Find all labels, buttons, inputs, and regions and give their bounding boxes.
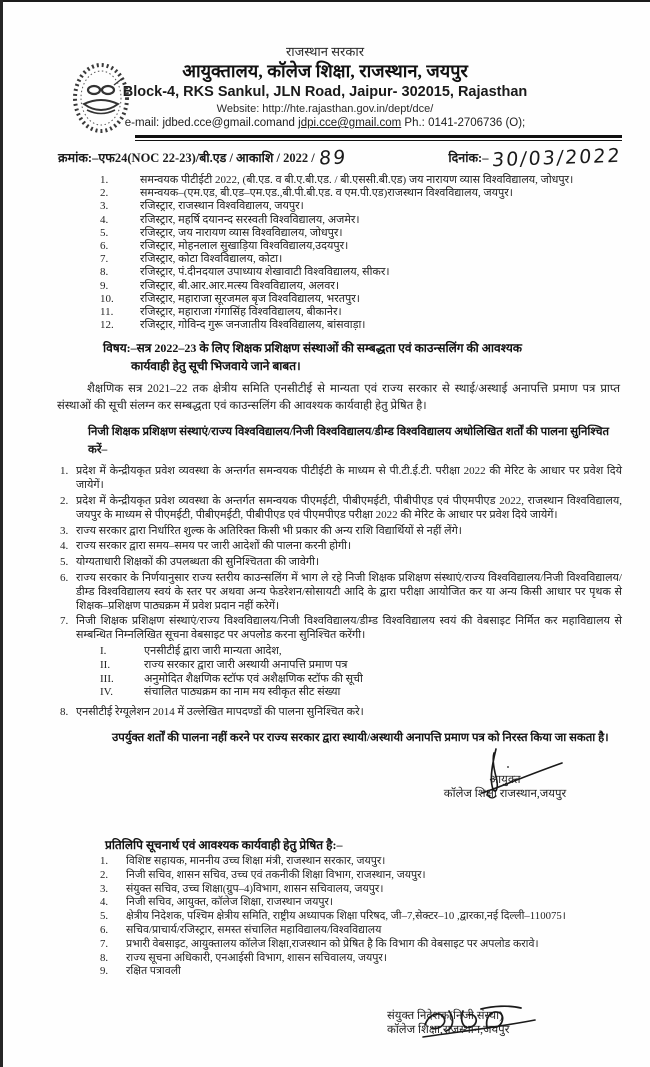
reference-number-label: क्रमांक:–एफ24(NOC 22-23)/बी.एड / आकाशि / 2022 /: [58, 151, 315, 165]
condition-number: 6.: [60, 572, 69, 585]
copy-number: 1.: [100, 854, 109, 867]
condition-text: राज्य सरकार के निर्णयानुसार राज्य स्तरीय काउन्सलिंग में भाग ले रहे निजी शिक्षक प्रशिक्षण संस्थाएं/राज्य विश्वविद्यालय/निजी विश्वविद्यालय/डीम्ड विश्वविद्यालय स्वयं के स्तर पर अथवा अन्य फेडरेशन/सोसायटी आदि के द्वारा परीक्षा आयोजित कर या अन्य किसी आधार पर पृथक से शिक्षक–प्रशिक्षण पाठ्यक्रम में प्रवेश प्रदान नहीं करेगें।: [76, 572, 622, 612]
addressee-text: समन्वयक–(एम.एड, बी.एड–एम.एड.,बी.पी.बी.एड. व एम.पी.एड)राजस्थान विश्वविद्यालय, जयपुर।: [140, 187, 513, 200]
copy-number: 3.: [100, 882, 109, 895]
condition-text: प्रदेश में केन्द्रीयकृत प्रवेश व्यवस्था के अन्तर्गत समन्वयक पीटीईटी के माध्यम से पी.टी.ई.टी. परीक्षा 2022 की मेरिट के आधार पर प्रवेश दिये जायेगें।: [76, 465, 622, 492]
condition-row: [60, 540, 622, 554]
copy-row: [100, 965, 644, 979]
condition-row: [60, 615, 622, 643]
addressee-number: 5.: [100, 226, 109, 239]
condition-number: 7.: [60, 615, 69, 628]
addressee-text: समन्वयक पीटीईटी 2022, (बी.एड. व बी.ए.बी.एड. / बी.एससी.बी.एड) जय नारायण व्यास विश्वविद्यालय, जोधपुर।: [140, 174, 574, 186]
addressee-row: [100, 174, 640, 187]
copy-text: क्षेत्रीय निदेशक, पश्चिम क्षेत्रीय समिति, राष्ट्रीय अध्यापक शिक्षा परिषद, जी–7,सेक्टर–10 ,द्वारका,नई दिल्ली–110075।: [126, 910, 566, 923]
addressee-list: [100, 174, 640, 332]
condition-text: निजी शिक्षक प्रशिक्षण संस्थाएं/राज्य विश्वविद्यालय/निजी विश्वविद्यालय/डीम्ड विश्वविद्यालय स्वयं की वेबसाइट निर्मित कर महाविद्यालय से सम्बन्धित निम्नलिखित सूचना वेबसाइट पर अपलोड करना सुनिश्चित करेंगी।: [76, 615, 622, 642]
signatory-org: कॉलेज शिक्षा राजस्थान,जयपुर: [443, 787, 567, 800]
condition-row: [60, 556, 622, 570]
copy-row: [100, 883, 644, 897]
addressee-text: रजिस्ट्रार, बी.आर.आर.मत्स्य विश्वविद्यालय, अलवर।: [140, 279, 340, 292]
letter-date: [448, 144, 623, 172]
conditions-intro: निजी शिक्षक प्रशिक्षण संस्थाएं/राज्य विश्वविद्यालय/निजी विश्वविद्यालय/डीम्ड विश्वविद्यालय अधोलिखित शर्तों की पालना सुनिश्चित करें–: [88, 426, 610, 456]
email-prefix: e-mail: jdbed.cce@gmail.comand: [124, 117, 299, 129]
copy-text: रक्षित पत्रावली: [126, 965, 181, 978]
joint-director-signature-block: [387, 1009, 602, 1067]
condition-text: राज्य सरकार द्वारा निर्धारित शुल्क के अतिरिक्त किसी भी प्रकार की अन्य राशि विद्यार्थियों से नहीं लेंगे।: [76, 524, 462, 537]
addressee-row: [100, 253, 640, 266]
commissioner-signature-block: [390, 773, 620, 831]
addressee-number: 7.: [100, 253, 109, 266]
addressee-row: [100, 306, 640, 319]
copy-row: [100, 855, 644, 869]
copy-text: विशिष्ट सहायक, माननीय उच्च शिक्षा मंत्री, राजस्थान सरकार, जयपुर।: [126, 854, 386, 867]
scan-edge-left: [0, 0, 3, 1067]
copy-number: 4.: [100, 896, 109, 909]
subcondition-numeral: IV.: [100, 686, 113, 699]
condition-number: 3.: [60, 524, 69, 537]
addressee-number: 9.: [100, 279, 109, 292]
condition-text: राज्य सरकार द्वारा समय–समय पर जारी आदेशों की पालना करनी होगी।: [76, 540, 352, 553]
condition-text: एनसीटीई रेग्यूलेशन 2014 में उल्लेखित मापदण्डों की पालना सुनिश्चित करे।: [76, 706, 364, 719]
addressee-number: 6.: [100, 240, 109, 253]
addressee-number: 11.: [100, 306, 114, 319]
subcondition-row: [100, 645, 622, 659]
subcondition-numeral: II.: [100, 658, 111, 671]
subcondition-text: एनसीटीई द्वारा जारी मान्यता आदेश,: [144, 645, 282, 657]
copy-text: संयुक्त सचिव, उच्च शिक्षा(ग्रुप–4)विभाग, शासन सचिवालय, जयपुर।: [126, 882, 384, 895]
copy-number: 9.: [100, 965, 109, 978]
reference-number-handwritten: 89: [317, 146, 348, 170]
addressee-row: [100, 187, 640, 200]
addressee-row: [100, 319, 640, 332]
reference-line: [58, 144, 623, 172]
subcondition-row: [100, 659, 622, 673]
copy-text: सचिव/प्राचार्य/रजिस्ट्रार, समस्त संचालित महाविद्यालय/विश्वविद्यालय: [126, 923, 382, 936]
copy-row: [100, 896, 644, 910]
addressee-number: 10.: [100, 292, 114, 305]
addressee-row: [100, 293, 640, 306]
condition-number: 1.: [60, 465, 69, 478]
date-label: दिनांक:–: [448, 151, 489, 165]
signature-ink-icon: [419, 1003, 539, 1045]
condition-row: [60, 706, 622, 720]
condition-number: 4.: [60, 540, 69, 553]
addressee-number: 1.: [100, 174, 109, 186]
signatory-org: कॉलेज शिक्षा,राजस्थान,जयपुर: [387, 1024, 510, 1037]
signature-ink-icon: [438, 747, 566, 803]
copy-text: निजी सचिव, आयुक्त, कॉलेज शिक्षा, राजस्थान जयपुर।: [126, 896, 333, 909]
email-link-text: jdpi.cce@gmail.com: [298, 117, 402, 129]
addressee-number: 8.: [100, 266, 109, 279]
addressee-number: 2.: [100, 187, 109, 200]
addressee-row: [100, 200, 640, 213]
addressee-text: रजिस्ट्रार, गोविन्द गुरू जनजातीय विश्वविद्यालय, बांसवाड़ा।: [140, 319, 366, 332]
closing-paragraph: उपर्युक्त शर्तों की पालना नहीं करने पर राज्य सरकार द्वारा स्थायी/अस्थायी अनापत्ति प्रमाण पत्र को निरस्त किया जा सकता है।: [112, 731, 609, 744]
copy-row: [100, 910, 644, 924]
copy-text: राज्य सूचना अधिकारी, एनआईसी विभाग, शासन सचिवालय, जयपुर।: [126, 951, 387, 964]
copy-row: [100, 924, 644, 938]
addressee-text: रजिस्ट्रार, पं.दीनदयाल उपाध्याय शेखावाटी विश्वविद्यालय, सीकर।: [140, 266, 390, 279]
copy-heading: प्रतिलिपि सूचनार्थ एवं आवश्यक कार्यवाही हेतु प्रेषित है:–: [105, 837, 343, 852]
govt-name: राजस्थान सरकार: [285, 44, 365, 59]
addressee-row: [100, 227, 640, 240]
signatory-title: संयुक्त निदेशक(निजी संस्था): [387, 1010, 503, 1023]
addressee-row: [100, 280, 640, 293]
condition-text: योग्यताधारी शिक्षकों की उपलब्धता की सुनिश्चितता की जावेगी।: [76, 556, 320, 569]
subcondition-numeral: III.: [100, 672, 114, 685]
conditions-list: [60, 465, 622, 643]
addressee-row: [100, 240, 640, 253]
signatory-title: आयुक्त: [489, 773, 521, 786]
copy-number: 6.: [100, 923, 109, 936]
opening-paragraph: शैक्षणिक सत्र 2021–22 तक क्षेत्रीय समिति एनसीटीई से मान्यता एवं राज्य सरकार से स्थाई/अस्थाई अनापत्ति प्रमाण पत्र प्राप्त संस्थाओं की सूची संलग्न कर सम्बद्धता एवं काउन्सलिंग की आवश्यक कार्यवाही हेतु प्रेषित है।: [57, 383, 620, 413]
office-address: Block-4, RKS Sankul, JLN Road, Jaipur- 302015, Rajasthan: [122, 84, 528, 100]
addressee-text: रजिस्ट्रार, कोटा विश्वविद्यालय, कोटा।: [140, 253, 283, 266]
addressee-text: रजिस्ट्रार, महाराजा सूरजमल बृज विश्वविद्यालय, भरतपुर।: [140, 292, 360, 305]
letterhead: [0, 0, 650, 131]
subject-line: विषय:–सत्र 2022–23 के लिए शिक्षक प्रशिक्षण संस्थाओं की सम्बद्धता एवं काउन्सलिंग की आवश्यक कार्यवाही हेतु सूची भिजवाये जाने बाबत।: [103, 341, 522, 374]
condition-row: [60, 465, 622, 493]
condition-row: [60, 572, 622, 613]
condition-row: [60, 495, 622, 523]
office-name: आयुक्तालय, कॉलेज शिक्षा, राजस्थान, जयपुर: [182, 61, 468, 81]
reference-number: [58, 147, 347, 169]
addressee-number: 3.: [100, 200, 109, 213]
addressee-text: रजिस्ट्रार, राजस्थान विश्वविद्यालय, जयपुर।: [140, 200, 304, 213]
phone-text: Ph.: 0141-2706736 (O);: [401, 117, 526, 129]
copy-row: [100, 952, 644, 966]
subcondition-row: [100, 686, 622, 700]
copy-number: 7.: [100, 937, 109, 950]
header-double-rule: [135, 135, 622, 141]
addressee-text: रजिस्ट्रार, महाराजा गंगासिंह विश्वविद्यालय, बीकानेर।: [140, 306, 342, 319]
copy-text: प्रभारी वेबसाइट, आयुक्तालय कॉलेज शिक्षा,राजस्थान को प्रेषित है कि विभाग की वेबसाइट पर अपलोड करावे।: [126, 937, 539, 950]
copy-number: 8.: [100, 951, 109, 964]
copy-number: 5.: [100, 910, 109, 923]
department-emblem-icon: [70, 60, 132, 138]
subcondition-text: अनुमोदित शैक्षणिक स्टॉफ एवं अशैक्षणिक स्टॉफ की सूची: [144, 672, 363, 685]
addressee-row: [100, 266, 640, 279]
subcondition-text: संचालित पाठ्यक्रम का नाम मय स्वीकृत सीट संख्या: [144, 686, 341, 699]
subconditions-list: [100, 645, 622, 700]
condition-number: 5.: [60, 556, 69, 569]
addressee-text: रजिस्ट्रार, मोहनलाल सुखाड़िया विश्वविद्यालय,उदयपुर।: [140, 240, 349, 253]
condition-number: 2.: [60, 495, 69, 508]
copy-number: 2.: [100, 868, 109, 881]
addressee-number: 4.: [100, 213, 109, 226]
addressee-number: 12.: [100, 319, 114, 332]
website-line: Website: http://hte.rajasthan.gov.in/dept/dce/: [216, 103, 434, 115]
copy-text: निजी सचिव, शासन सचिव, उच्च एवं तकनीकी शिक्षा विभाग, राजस्थान, जयपुर।: [126, 868, 426, 881]
condition-8: [60, 706, 622, 720]
copy-list: [100, 855, 644, 979]
subcondition-row: [100, 673, 622, 687]
addressee-text: रजिस्ट्रार, महर्षि दयानन्द सरस्वती विश्वविद्यालय, अजमेर।: [140, 213, 360, 226]
addressee-row: [100, 214, 640, 227]
addressee-text: रजिस्ट्रार, जय नारायण व्यास विश्वविद्यालय, जोधपुर।: [140, 226, 343, 239]
date-handwritten: 30/03/2022: [491, 144, 623, 172]
copy-row: [100, 938, 644, 952]
condition-row: [60, 525, 622, 539]
condition-text: प्रदेश में केन्द्रीयकृत प्रवेश व्यवस्था के अन्तर्गत समन्वयक पीएमईटी, पीबीएमईटी, पीबीपीएड एवं पीएमपीएड 2022, राजस्थान विश्वविद्यालय, जयपुर के माध्यम से पीएमईटी, पीबीएमईटी, पीबीपीएड एवं पीएमपीएड परीक्षा 2022 की मेरिट के आधार पर प्रवेश दिये जायेगें।: [76, 495, 622, 521]
copy-row: [100, 869, 644, 883]
subcondition-numeral: I.: [100, 645, 107, 657]
subcondition-text: राज्य सरकार द्वारा जारी अस्थायी अनापत्ति प्रमाण पत्र: [144, 658, 348, 671]
condition-number: 8.: [60, 706, 69, 719]
